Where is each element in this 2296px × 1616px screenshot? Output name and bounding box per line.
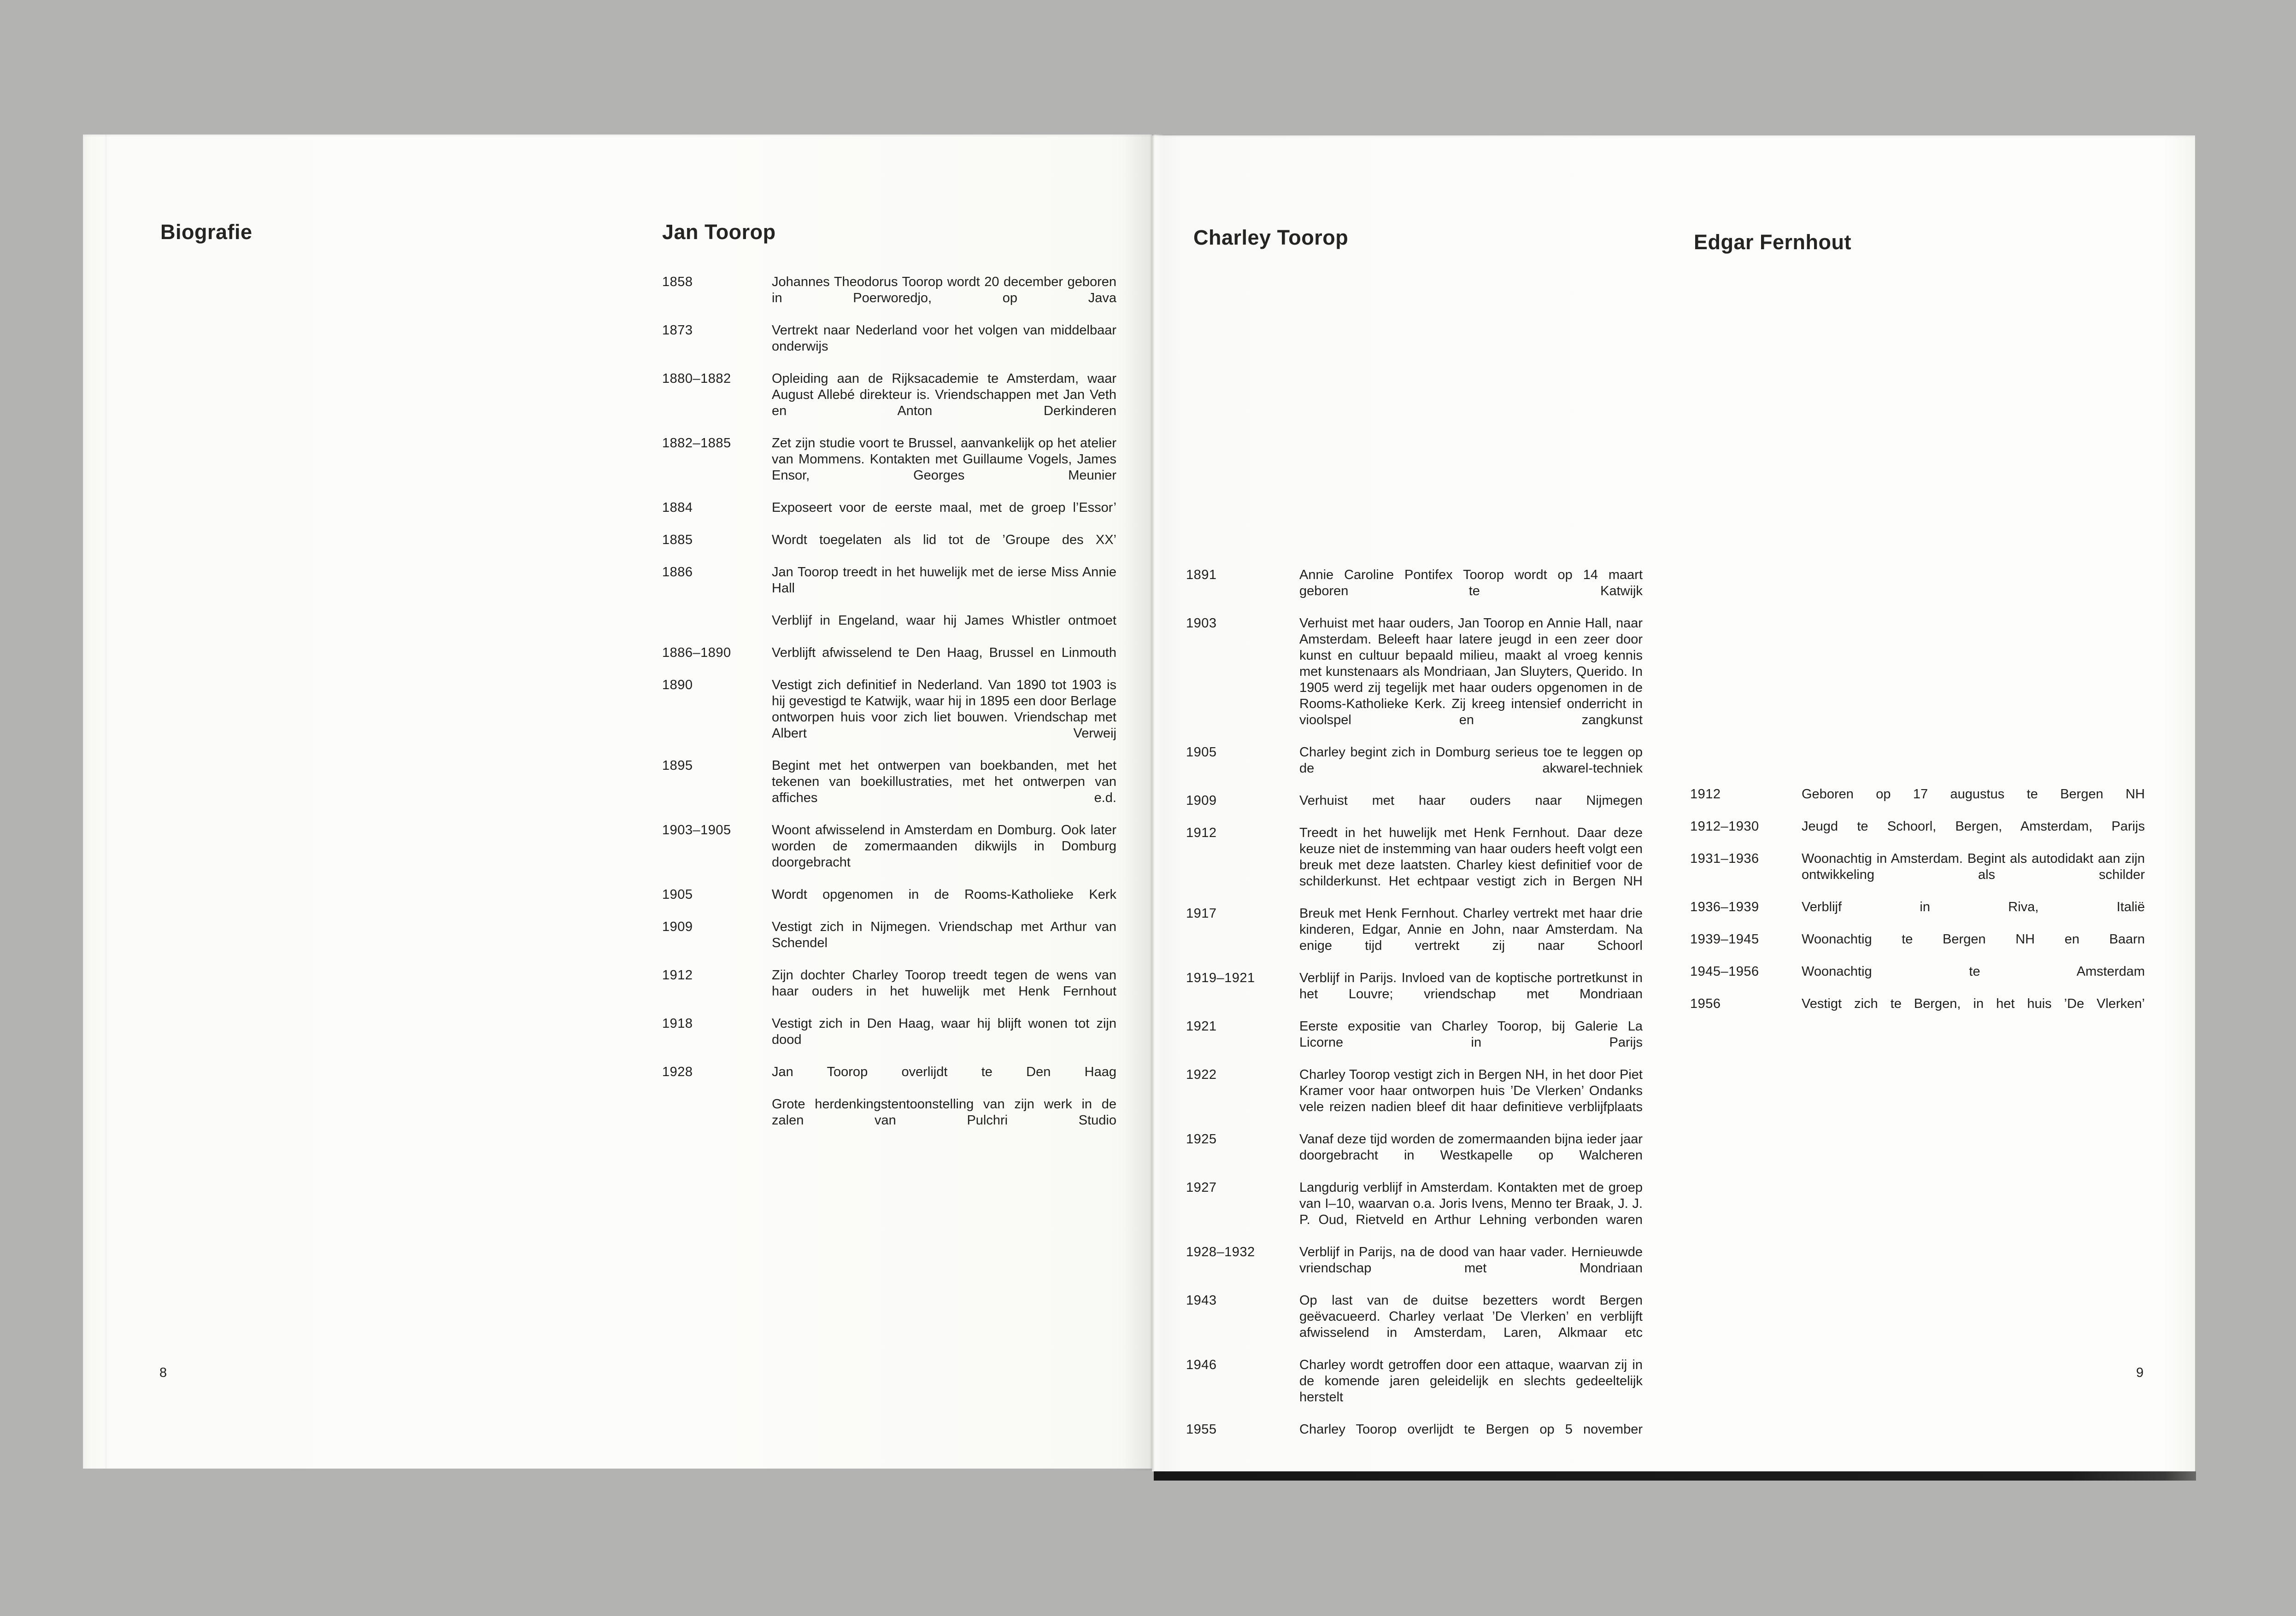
entry-years: 1918 <box>662 1016 693 1031</box>
timeline-entry <box>1186 1019 1643 1067</box>
entry-years: 1909 <box>1186 793 1217 808</box>
entry-text: Verblijf in Parijs. Invloed van de koptische portretkunst in het Louvre; vriendschap met Mondriaan <box>1299 971 1643 1001</box>
entry-text: Grote herdenkingstentoonstelling van zijn werk in de zalen van Pulchri Studio <box>772 1097 1116 1128</box>
timeline-entry <box>662 371 1116 435</box>
entry-text: Treedt in het huwelijk met Henk Fernhout. Daar deze keuze niet de instemming van haar ouders heeft volgt een breuk met deze laatsten. Charley kiest definitief voor de schilderkunst. Het echtpaar vestigt zich in Bergen NH <box>1299 826 1643 889</box>
entry-text: Verhuist met haar ouders naar Nijmegen <box>1299 793 1643 808</box>
entry-text: Zijn dochter Charley Toorop treedt tegen de wens van haar ouders in het huwelijk met Henk Fernhout <box>772 968 1116 999</box>
entry-years: 1903 <box>1186 616 1217 631</box>
timeline-entry <box>1186 906 1643 970</box>
timeline-entry <box>1690 786 2145 819</box>
entry-text: Jan Toorop overlijdt te Den Haag <box>772 1065 1116 1079</box>
timeline-entry <box>662 435 1116 500</box>
page-left <box>83 135 1152 1469</box>
timeline-entry <box>662 887 1116 919</box>
entry-years: 1919–1921 <box>1186 971 1255 985</box>
timeline-entry <box>662 613 1116 645</box>
entry-years: 1903–1905 <box>662 823 731 837</box>
entry-text: Jan Toorop treedt in het huwelijk met de ierse Miss Annie Hall <box>772 565 1116 596</box>
timeline-entry <box>1186 970 1643 1019</box>
timeline-entry <box>662 274 1116 322</box>
entry-years: 1922 <box>1186 1067 1217 1082</box>
entry-years: 1895 <box>662 758 693 773</box>
timeline-entry <box>1186 615 1643 744</box>
column-heading-charley-toorop: Charley Toorop <box>1193 226 1349 249</box>
entry-text: Charley begint zich in Domburg serieus toe te leggen op de akwarel-techniek <box>1299 745 1643 776</box>
entry-years: 1912 <box>1186 826 1217 840</box>
timeline-charley-toorop <box>1186 567 1643 1454</box>
column-heading-edgar-fernhout: Edgar Fernhout <box>1694 230 1851 254</box>
timeline-entry <box>1186 1067 1643 1131</box>
timeline-entry <box>1186 1293 1643 1357</box>
timeline-entry <box>662 532 1116 564</box>
entry-years: 1939–1945 <box>1690 932 1759 947</box>
entry-text: Wordt toegelaten als lid tot de ’Groupe des XX’ <box>772 533 1116 547</box>
entry-years <box>662 613 772 645</box>
entry-text: Vestigt zich te Bergen, in het huis ’De Vlerken’ <box>1802 996 2145 1011</box>
timeline-entry <box>662 500 1116 532</box>
entry-text: Op last van de duitse bezetters wordt Bergen geëvacueerd. Charley verlaat ’De Vlerken’ en verblijft afwisselend in Amsterdam, Laren, Alkmaar etc <box>1299 1293 1643 1340</box>
entry-years: 1891 <box>1186 568 1217 582</box>
entry-years: 1912–1930 <box>1690 819 1759 834</box>
entry-years: 1936–1939 <box>1690 900 1759 914</box>
entry-years: 1946 <box>1186 1358 1217 1372</box>
entry-text: Langdurig verblijf in Amsterdam. Kontakten met de groep van I–10, waarvan o.a. Joris Ivens, Menno ter Braak, J. J. P. Oud, Rietveld en Arthur Lehning verbonden waren <box>1299 1180 1643 1227</box>
entry-years: 1956 <box>1690 996 1721 1011</box>
column-heading-jan-toorop: Jan Toorop <box>662 220 776 244</box>
timeline-entry <box>1186 1131 1643 1180</box>
entry-text: Vestigt zich in Den Haag, waar hij blijft wonen tot zijn dood <box>772 1016 1116 1047</box>
entry-text: Opleiding aan de Rijksacademie te Amsterdam, waar August Allebé direkteur is. Vriendschappen met Jan Veth en Anton Derkinderen <box>772 371 1116 418</box>
entry-text: Woonachtig in Amsterdam. Begint als autodidakt aan zijn ontwikkeling als schilder <box>1802 851 2145 882</box>
entry-years: 1928 <box>662 1065 693 1079</box>
entry-years: 1890 <box>662 678 693 692</box>
entry-years: 1925 <box>1186 1132 1217 1147</box>
page-number-left: 8 <box>159 1365 167 1380</box>
entry-years: 1921 <box>1186 1019 1217 1034</box>
entry-text: Johannes Theodorus Toorop wordt 20 december geboren in Poerworedjo, op Java <box>772 275 1116 305</box>
entry-years: 1884 <box>662 500 693 515</box>
entry-text: Vestigt zich in Nijmegen. Vriendschap met Arthur van Schendel <box>772 919 1116 950</box>
entry-years: 1955 <box>1186 1422 1217 1437</box>
entry-years: 1931–1936 <box>1690 851 1759 866</box>
timeline-entry <box>1186 793 1643 825</box>
page-number-right: 9 <box>2136 1365 2144 1380</box>
entry-years: 1905 <box>1186 745 1217 760</box>
timeline-entry <box>1186 1357 1643 1422</box>
entry-text: Verblijf in Parijs, na de dood van haar vader. Hernieuwde vriendschap met Mondriaan <box>1299 1245 1643 1276</box>
timeline-entry <box>1186 825 1643 906</box>
timeline-entry <box>1186 1422 1643 1454</box>
timeline-entry <box>1186 567 1643 615</box>
timeline-entry <box>1186 1244 1643 1293</box>
entry-years <box>662 1096 772 1145</box>
entry-years: 1917 <box>1186 906 1217 921</box>
entry-text: Jeugd te Schoorl, Bergen, Amsterdam, Parijs <box>1802 819 2145 834</box>
entry-text: Begint met het ontwerpen van boekbanden, met het tekenen van boekillustraties, met het ontwerpen van affiches e.d. <box>772 758 1116 805</box>
entry-text: Woont afwisselend in Amsterdam en Domburg. Ook later worden de zomermaanden dikwijls in Domburg doorgebracht <box>772 823 1116 870</box>
entry-text: Verhuist met haar ouders, Jan Toorop en Annie Hall, naar Amsterdam. Beleeft haar latere jeugd in een zeer door kunst en cultuur bepaald milieu, maakt al vroeg kennis met kunstenaars als Mondriaan, Jan Sluyters, Querido. In 1905 werd zij tegelijk met haar ouders opgenomen in de Rooms-Katholieke Kerk. Zij kreeg intensief onderricht in vioolspel en zangkunst <box>1299 616 1643 727</box>
timeline-entry <box>662 1064 1116 1096</box>
entry-years: 1945–1956 <box>1690 964 1759 979</box>
timeline-entry <box>1690 996 2145 1028</box>
entry-text: Charley Toorop overlijdt te Bergen op 5 november <box>1299 1422 1643 1437</box>
entry-years: 1886 <box>662 565 693 580</box>
timeline-entry <box>662 758 1116 822</box>
timeline-entry <box>1690 819 2145 851</box>
entry-years: 1943 <box>1186 1293 1217 1308</box>
entry-text: Wordt opgenomen in de Rooms-Katholieke Kerk <box>772 887 1116 902</box>
entry-text: Breuk met Henk Fernhout. Charley vertrekt met haar drie kinderen, Edgar, Annie en John, naar Amsterdam. Na enige tijd vertrekt zij naar Schoorl <box>1299 906 1643 953</box>
page-title: Biografie <box>160 220 253 244</box>
book-edge-shadow <box>1154 1471 2196 1481</box>
timeline-edgar-fernhout <box>1690 786 2145 1028</box>
entry-text: Charley wordt getroffen door een attaque, waarvan zij in de komende jaren geleidelijk en slechts gedeeltelijk herstelt <box>1299 1358 1643 1405</box>
timeline-entry <box>662 919 1116 967</box>
timeline-entry <box>662 564 1116 613</box>
timeline-entry <box>662 645 1116 677</box>
entry-text: Woonachtig te Bergen NH en Baarn <box>1802 932 2145 947</box>
timeline-entry <box>662 822 1116 887</box>
timeline-entry <box>1690 851 2145 899</box>
entry-years: 1885 <box>662 533 693 547</box>
entry-text: Woonachtig te Amsterdam <box>1802 964 2145 979</box>
entry-text: Geboren op 17 augustus te Bergen NH <box>1802 787 2145 802</box>
entry-years: 1927 <box>1186 1180 1217 1195</box>
entry-text: Vanaf deze tijd worden de zomermaanden bijna ieder jaar doorgebracht in Westkapelle op Walcheren <box>1299 1132 1643 1163</box>
entry-text: Exposeert voor de eerste maal, met de groep l’Essor’ <box>772 500 1116 515</box>
entry-years: 1880–1882 <box>662 371 731 386</box>
timeline-entry <box>662 322 1116 371</box>
entry-text: Zet zijn studie voort te Brussel, aanvankelijk op het atelier van Mommens. Kontakten met Guillaume Vogels, James Ensor, Georges Meunier <box>772 436 1116 483</box>
entry-text: Verblijf in Engeland, waar hij James Whistler ontmoet <box>772 613 1116 628</box>
timeline-entry <box>1690 899 2145 931</box>
entry-years: 1928–1932 <box>1186 1245 1255 1259</box>
page-right <box>1152 135 2195 1471</box>
timeline-entry <box>662 1096 1116 1145</box>
entry-years: 1873 <box>662 323 693 338</box>
entry-years: 1912 <box>1690 787 1721 802</box>
timeline-jan-toorop <box>662 274 1116 1145</box>
entry-text: Verblijf in Riva, Italië <box>1802 900 2145 914</box>
timeline-entry <box>1690 964 2145 996</box>
entry-text: Vestigt zich definitief in Nederland. Van 1890 tot 1903 is hij gevestigd te Katwijk, waar hij in 1895 een door Berlage ontworpen huis voor zich liet bouwen. Vriendschap met Albert Verweij <box>772 678 1116 741</box>
entry-text: Annie Caroline Pontifex Toorop wordt op 14 maart geboren te Katwijk <box>1299 568 1643 598</box>
entry-text: Eerste expositie van Charley Toorop, bij Galerie La Licorne in Parijs <box>1299 1019 1643 1050</box>
entry-text: Charley Toorop vestigt zich in Bergen NH, in het door Piet Kramer voor haar ontworpen huis ’De Vlerken’ Ondanks vele reizen nadien bleef dit haar definitieve verblijfplaats <box>1299 1067 1643 1114</box>
timeline-entry <box>1186 1180 1643 1244</box>
timeline-entry <box>1186 744 1643 793</box>
entry-text: Verblijft afwisselend te Den Haag, Brussel en Linmouth <box>772 645 1116 660</box>
entry-years: 1882–1885 <box>662 436 731 451</box>
timeline-entry <box>662 1016 1116 1064</box>
entry-years: 1912 <box>662 968 693 983</box>
timeline-entry <box>662 967 1116 1016</box>
timeline-entry <box>1690 931 2145 964</box>
entry-years: 1886–1890 <box>662 645 731 660</box>
entry-years: 1858 <box>662 275 693 289</box>
entry-years: 1909 <box>662 919 693 934</box>
timeline-entry <box>662 677 1116 758</box>
entry-years: 1905 <box>662 887 693 902</box>
entry-text: Vertrekt naar Nederland voor het volgen van middelbaar onderwijs <box>772 323 1116 354</box>
